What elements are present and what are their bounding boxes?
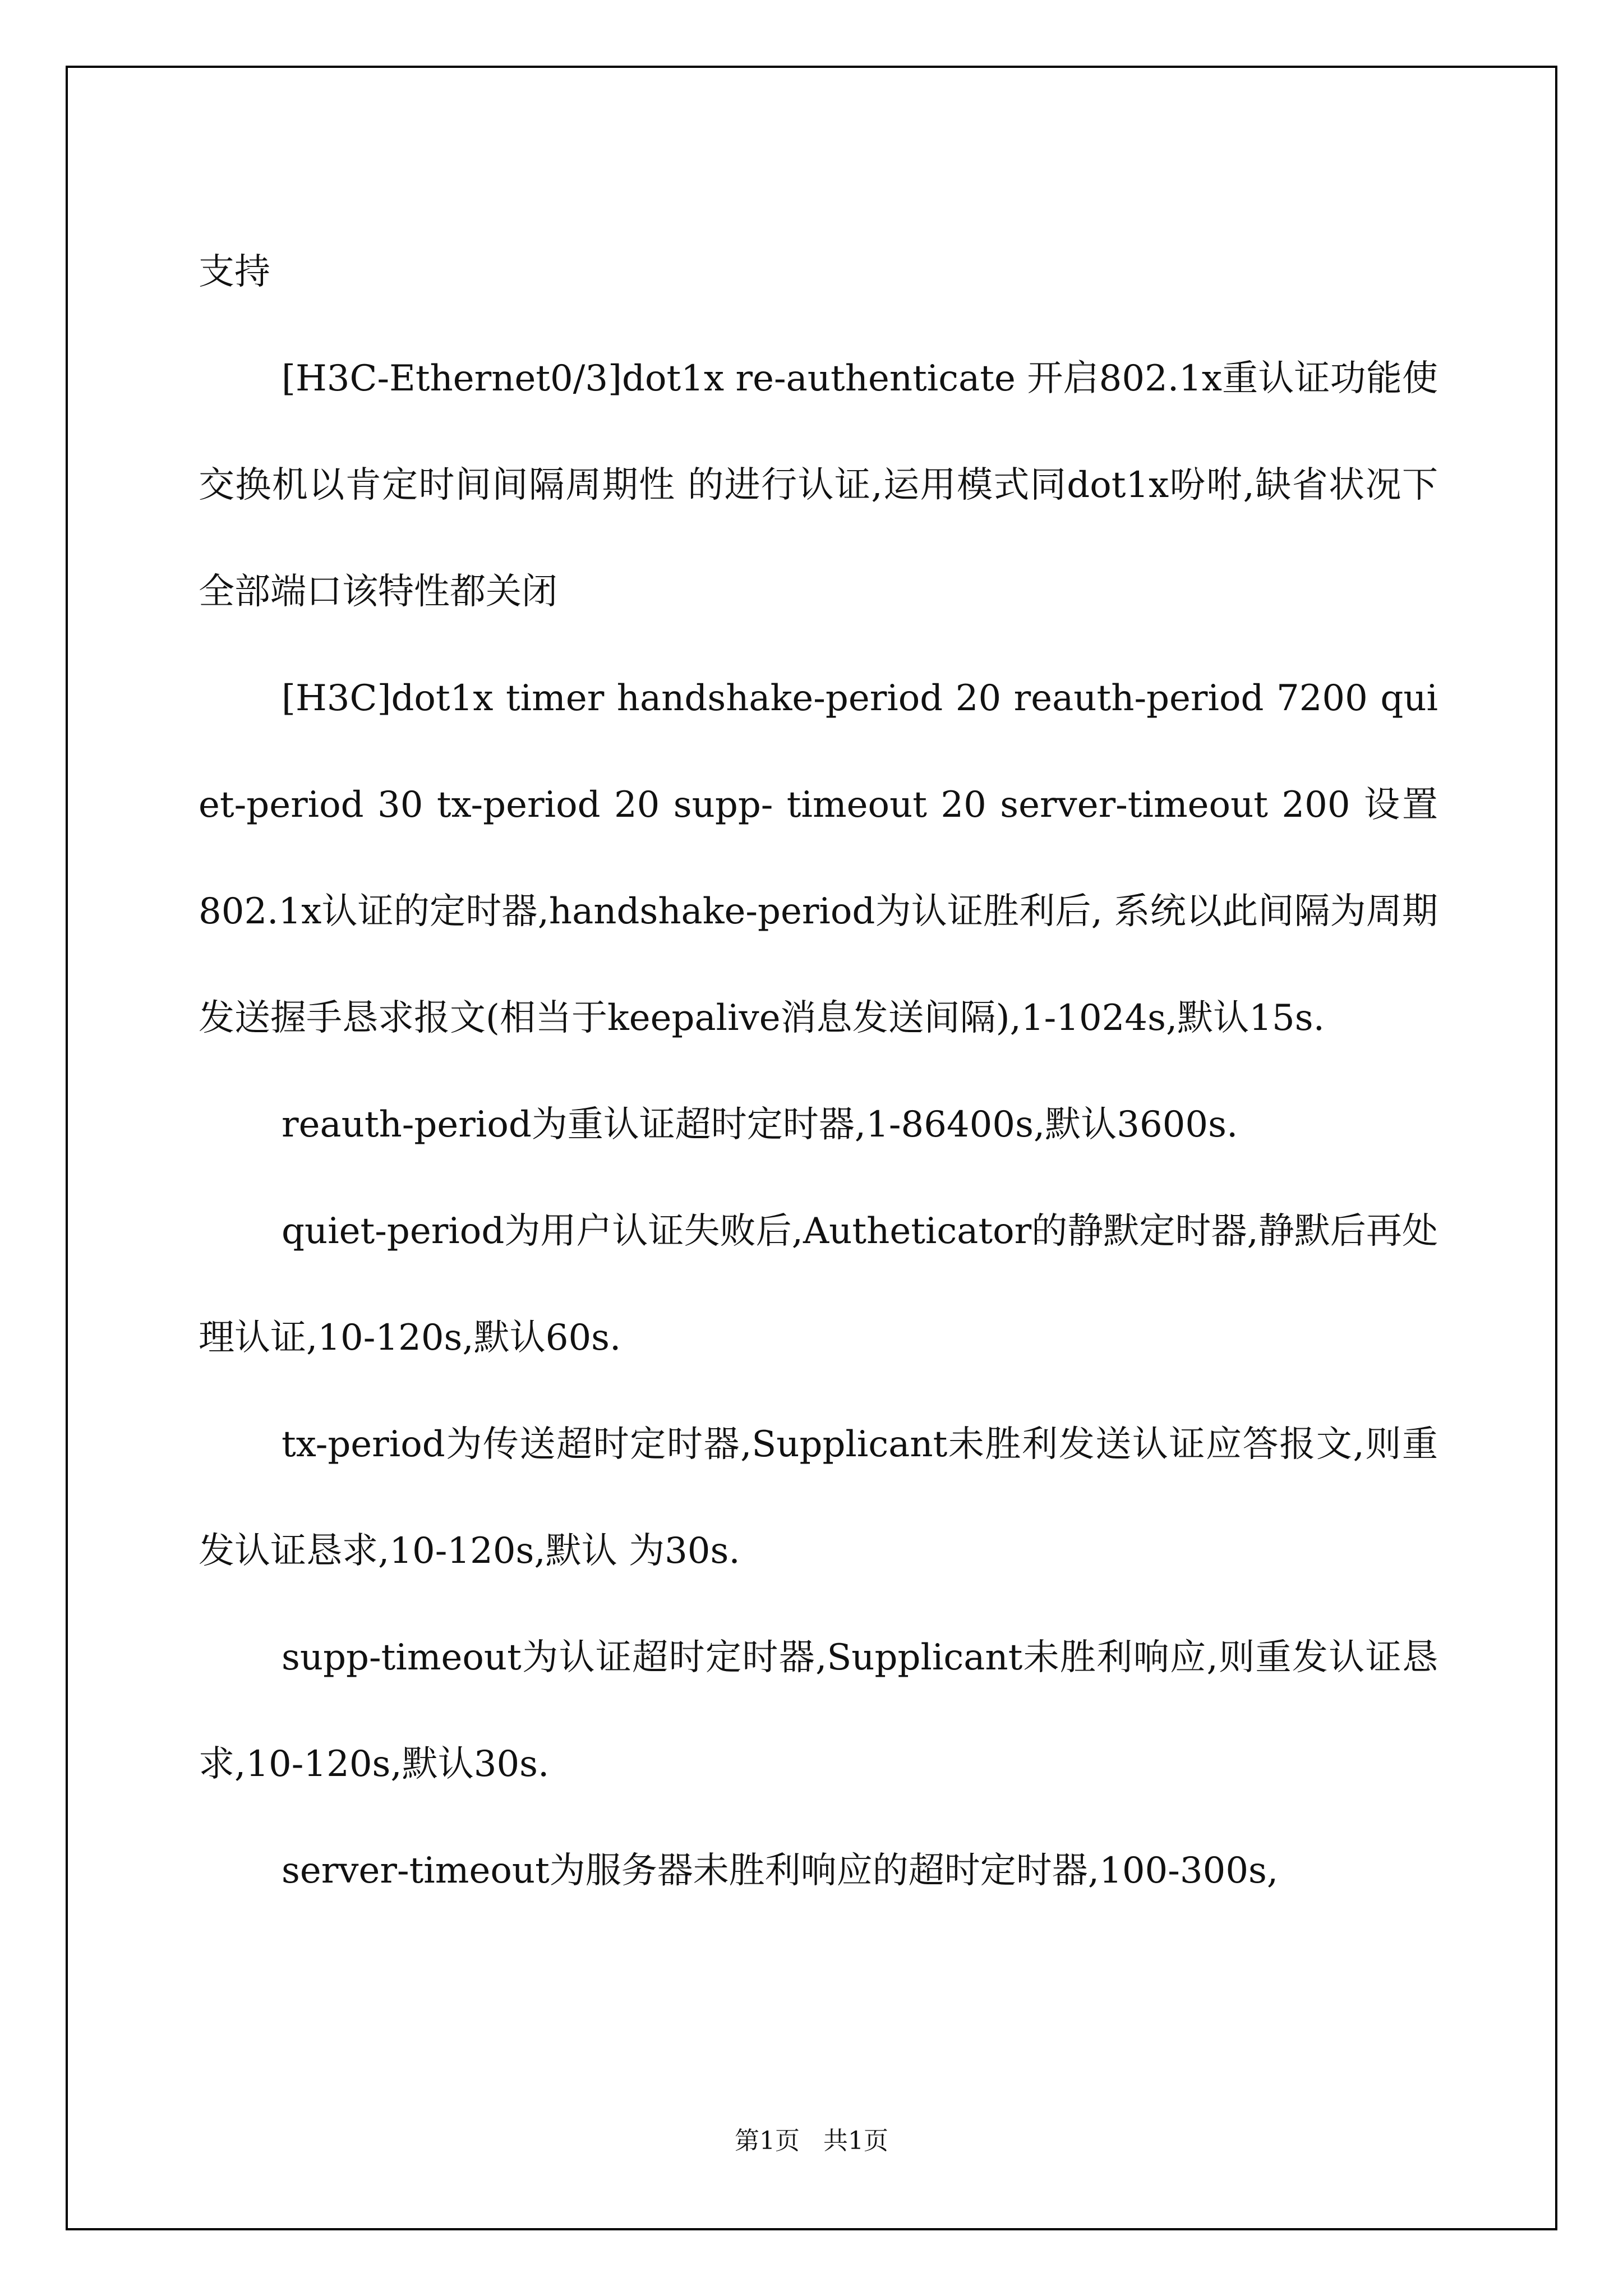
paragraph-4: reauth-period为重认证超时定时器,1-86400s,默认3600s.	[282, 1104, 1238, 1145]
paragraph-2: [H3C-Ethernet0/3]dot1x re-authenticate 开启802.1x重认证功能使交换机以肯定时间间隔周期性 的进行认证,运用模式同dot1x吩咐,缺省状况下全部端口该特性都关闭	[199, 358, 1438, 613]
paragraph-3: [H3C]dot1x timer handshake-period 20 reauth-period 7200 quiet-period 30 tx-period 20 supp- timeout 20 server-timeout 200 设置802.1x认证的定时器,handshake-period为认证胜利后, 系统以此间隔为周期发送握手恳求报文(相当于keepalive消息发送间隔),1-1024s,默认15s.	[199, 678, 1438, 1039]
paragraph-8: server-timeout为服务器未胜利响应的超时定时器,100-300s,	[282, 1850, 1279, 1892]
document-body	[199, 219, 1438, 1924]
paragraph-7: supp-timeout为认证超时定时器,Supplicant未胜利响应,则重发认证恳求,10-120s,默认30s.	[199, 1637, 1438, 1785]
page-number-footer: 第1页 共1页	[735, 2127, 888, 2155]
paragraph-5: quiet-period为用户认证失败后,Autheticator的静默定时器,静默后再处理认证,10-120s,默认60s.	[199, 1211, 1438, 1359]
paragraph-1: 支持	[199, 251, 270, 293]
paragraph-6: tx-period为传送超时定时器,Supplicant未胜利发送认证应答报文,则重发认证恳求,10-120s,默认 为30s.	[199, 1424, 1438, 1572]
